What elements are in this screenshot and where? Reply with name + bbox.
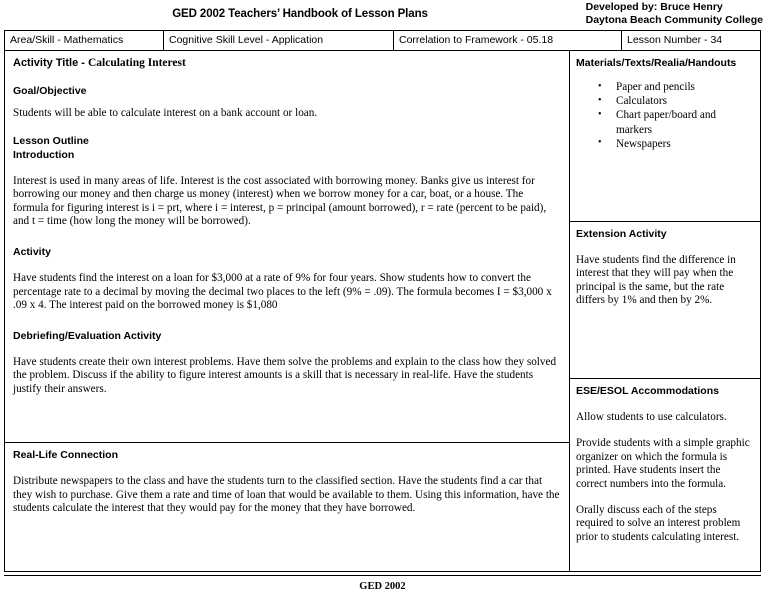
real-life-connection-cell: [5, 443, 569, 571]
left-column: [5, 51, 569, 571]
materials-cell: [570, 51, 760, 222]
developed-by-line: Developed by: Bruce Henry: [585, 1, 723, 13]
ese-esol-paragraph-1: Allow students to use calculators.: [576, 411, 727, 423]
meta-cell-lesson-number: Lesson Number - 34: [621, 31, 762, 50]
lesson-content-cell: [5, 51, 569, 443]
lesson-outline-heading: Lesson Outline: [13, 134, 89, 147]
institution-line: Daytona Beach Community College: [585, 13, 763, 26]
ese-esol-cell: [570, 379, 760, 571]
debriefing-evaluation-heading: Debriefing/Evaluation Activity: [13, 329, 162, 342]
meta-cell-correlation-to-framework: Correlation to Framework - 05.18: [393, 31, 621, 50]
ese-esol-heading: ESE/ESOL Accommodations: [576, 385, 719, 397]
materials-list: [576, 80, 754, 151]
introduction-text: Interest is used in many areas of life. Interest is the cost associated with borrowing money. Banks give us interest for borrowing our money and then charge us money (interest) when we borrow money for a car, boat, or a house. The formula for figuring interest is i = prt, where i = interest, p = principal (amount borrowed), r = rate (percent to be paid), and t = time (how long the money will be borrowed).: [13, 174, 547, 228]
list-item: • Paper and pencils: [598, 80, 754, 94]
list-item: • Chart paper/board and markers: [598, 108, 754, 136]
right-column: [569, 51, 760, 571]
meta-cell-cognitive-skill-level: Cognitive Skill Level - Application: [163, 31, 393, 50]
list-item: • Calculators: [598, 94, 754, 108]
list-item: • Newspapers: [598, 137, 754, 151]
page-header: [0, 0, 765, 30]
activity-title-label: Activity Title -: [13, 57, 88, 69]
goal-objective-heading: Goal/Objective: [13, 85, 87, 97]
extension-activity-cell: [570, 222, 760, 379]
ese-esol-paragraph-3: Orally discuss each of the steps required to solve an interest problem prior to students calculating interest.: [576, 504, 741, 543]
ese-esol-paragraph-2: Provide students with a simple graphic organizer on which the formula is printed. Have students insert the correct numbers into the formula.: [576, 437, 750, 490]
real-life-connection-text: Distribute newspapers to the class and have the students turn to the classified section. Have the students find a car that they wish to purchase. Give them a rate and time of loan that would be available to them. Using this information, have the students calculate the interest that they would pay for the money that they have borrowed.: [13, 475, 560, 515]
table-body: [5, 51, 760, 571]
lesson-plan-table: [4, 30, 761, 572]
activity-heading: Activity: [13, 245, 51, 258]
page-footer: [4, 575, 761, 592]
goal-objective-text: Students will be able to calculate interest on a bank account or loan.: [13, 107, 318, 119]
footer-divider: [4, 575, 761, 576]
metadata-row: [5, 31, 760, 51]
document-title: GED 2002 Teachers’ Handbook of Lesson Plans: [172, 8, 428, 20]
activity-title-value: Calculating Interest: [87, 57, 186, 69]
extension-activity-text: Have students find the difference in interest that they will pay when the principal is the same, but the rate differs by 1% and then by 2%.: [576, 254, 736, 307]
real-life-connection-heading: Real-Life Connection: [13, 449, 119, 461]
meta-cell-area-skill: Area/Skill - Mathematics: [10, 34, 124, 46]
activity-text: Have students find the interest on a loan for $3,000 at a rate of 9% for four years. Show students how to convert the percentage rate to a decimal by moving the decimal two places to the left (9% = .09). The formula becomes I = $3,000 x .09 x 4. The interest paid on the borrowed money is $1,080: [13, 271, 552, 312]
activity-title-line: [13, 56, 561, 71]
footer-text: GED 2002: [359, 581, 406, 592]
debriefing-evaluation-text: Have students create their own interest problems. Have them solve the problems and explain to the class how they solved the problem. Discuss if the ability to figure interest amounts is a skill that is necessary in real-life. Have the students justify their answers.: [13, 355, 557, 395]
developed-by-block: [586, 1, 763, 26]
extension-activity-heading: Extension Activity: [576, 228, 667, 240]
introduction-heading: Introduction: [13, 148, 75, 161]
materials-heading: Materials/Texts/Realia/Handouts: [576, 57, 737, 69]
